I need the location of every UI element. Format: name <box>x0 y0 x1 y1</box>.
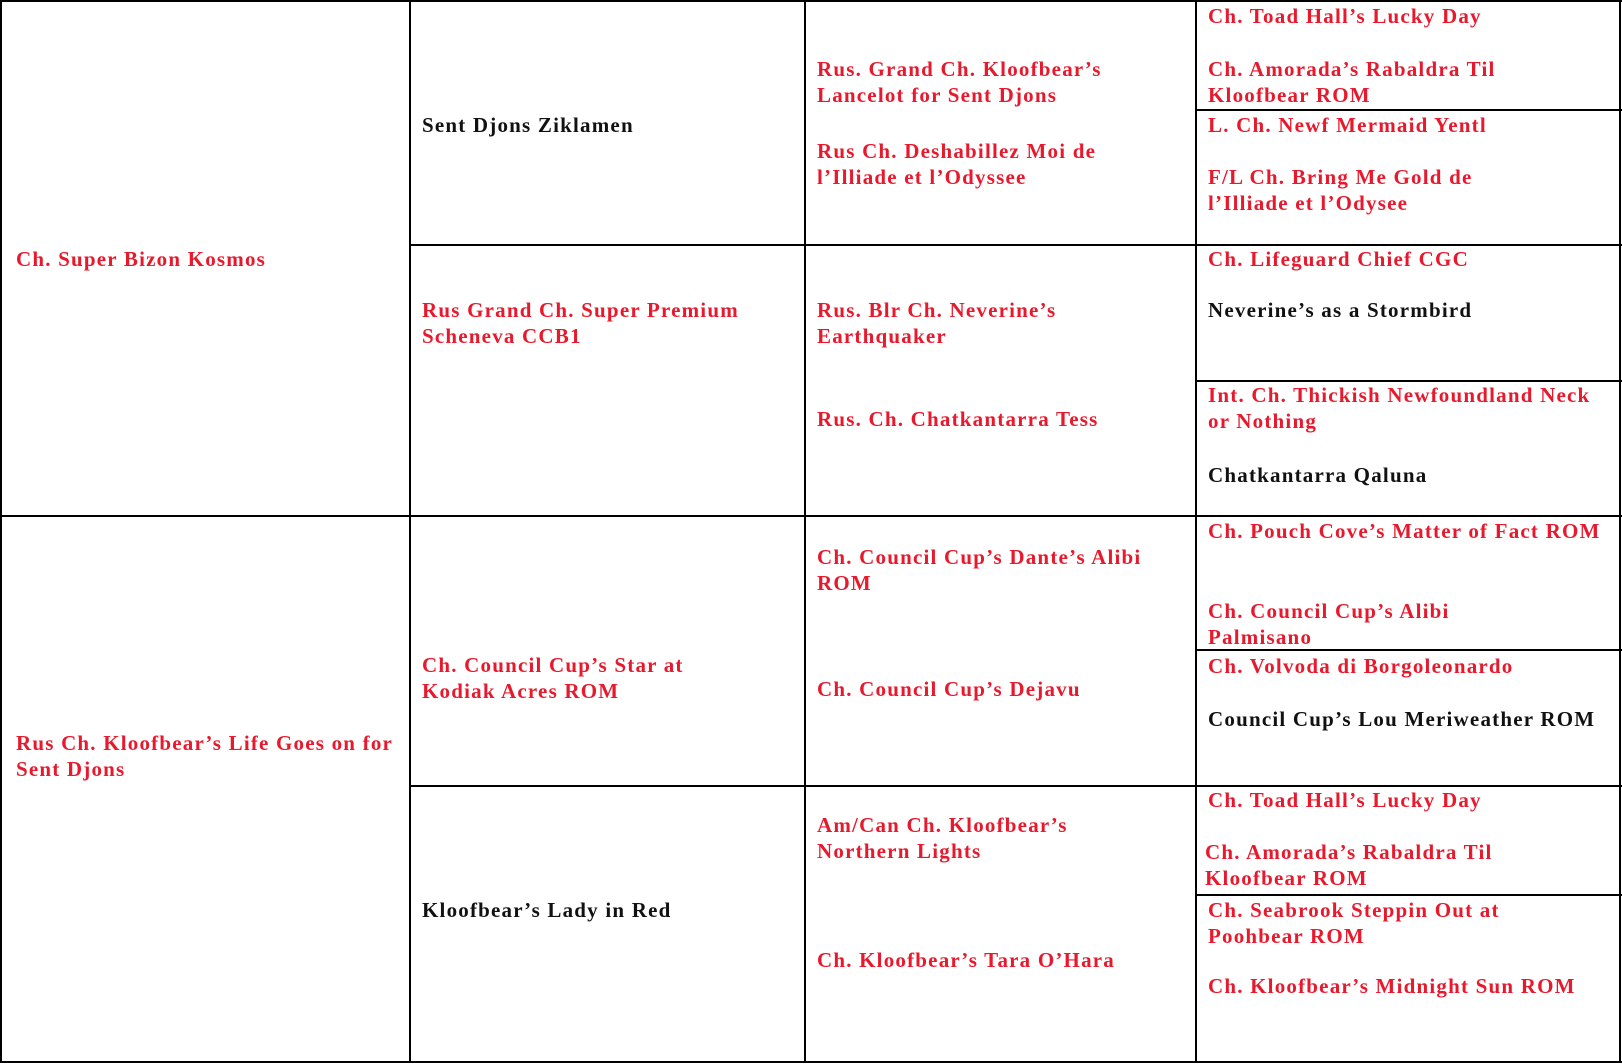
ggp-3-text: Rus. Blr Ch. Neverine’s Earthquaker <box>817 298 1057 348</box>
border-right <box>1619 0 1621 1063</box>
gggp-12-text: Council Cup’s Lou Meriweather ROM <box>1208 707 1596 731</box>
sire-name: Ch. Super Bizon Kosmos <box>16 247 267 271</box>
gggp-8-name: Chatkantarra Qaluna <box>1208 463 1428 487</box>
gggp-7-name <box>1208 382 1598 434</box>
gggp-9-name <box>1208 518 1608 544</box>
gggp-10-text: Ch. Council Cup’s Alibi Palmisano <box>1208 599 1450 649</box>
ggp-5-name <box>817 544 1147 596</box>
ggp-3-name <box>817 297 1107 349</box>
ggp-1-text: Rus. Grand Ch. Kloofbear’s Lancelot for Sent Djons <box>817 57 1102 107</box>
ggp-6-name: Ch. Council Cup’s Dejavu <box>817 677 1081 701</box>
ggp-2-text: Rus Ch. Deshabillez Moi de l’Illiade et l’Odyssee <box>817 139 1097 189</box>
gggp-9-text: Ch. Pouch Cove’s Matter of Fact ROM <box>1208 519 1601 543</box>
gggp-3-name: L. Ch. Newf Mermaid Yentl <box>1208 113 1487 137</box>
gggp-12-name <box>1208 706 1608 732</box>
gggp-4-name <box>1208 164 1538 216</box>
gggp-1-name: Ch. Toad Hall’s Lucky Day <box>1208 4 1482 28</box>
ggp-7-text: Am/Can Ch. Kloofbear’s Northern Lights <box>817 813 1068 863</box>
gggp-16-text: Ch. Kloofbear’s Midnight Sun ROM <box>1208 974 1576 998</box>
maternal-grandsire-text: Ch. Council Cup’s Star at Kodiak Acres ROM <box>422 653 684 703</box>
gggp-5-name: Ch. Lifeguard Chief CGC <box>1208 247 1469 271</box>
gggp-14-text: Ch. Amorada’s Rabaldra Til Kloofbear ROM <box>1205 840 1493 890</box>
paternal-grandsire-name: Sent Djons Ziklamen <box>422 113 634 137</box>
column-divider-1 <box>409 0 411 1063</box>
gggp-13-name: Ch. Toad Hall’s Lucky Day <box>1208 788 1482 812</box>
dam-name <box>16 730 396 782</box>
gggp-11-name: Ch. Volvoda di Borgoleonardo <box>1208 654 1514 678</box>
maternal-grandsire-name <box>422 652 752 704</box>
border-left <box>0 0 2 1063</box>
gggp-15-text: Ch. Seabrook Steppin Out at Poohbear ROM <box>1208 898 1500 948</box>
ggp-1-name <box>817 56 1157 108</box>
border-top <box>0 0 1622 2</box>
paternal-granddam-text: Rus Grand Ch. Super Premium Scheneva CCB1 <box>422 298 739 348</box>
gggp-15-name <box>1208 897 1578 949</box>
ggp-5-text: Ch. Council Cup’s Dante’s Alibi ROM <box>817 545 1142 595</box>
column-divider-3 <box>1195 0 1197 1063</box>
ggp-4-name: Rus. Ch. Chatkantarra Tess <box>817 407 1099 431</box>
gggp-6-name: Neverine’s as a Stormbird <box>1208 298 1473 322</box>
ggp-2-name <box>817 138 1157 190</box>
gggp-2-name <box>1208 56 1578 108</box>
maternal-granddam-name: Kloofbear’s Lady in Red <box>422 898 672 922</box>
paternal-granddam-name <box>422 297 792 349</box>
ggp-8-name: Ch. Kloofbear’s Tara O’Hara <box>817 948 1115 972</box>
dam-name-text: Rus Ch. Kloofbear’s Life Goes on for Sent Djons <box>16 731 393 781</box>
ggp-7-name <box>817 812 1137 864</box>
column-divider-2 <box>804 0 806 1063</box>
border-bottom <box>0 1061 1622 1063</box>
gggp-16-name <box>1208 973 1578 999</box>
row-divider-ggp-1 <box>1195 109 1622 111</box>
row-divider-ggp-7 <box>1195 894 1622 896</box>
gggp-10-name <box>1208 598 1538 650</box>
gggp-7-text: Int. Ch. Thickish Newfoundland Neck or Nothing <box>1208 383 1591 433</box>
gggp-14-name <box>1205 839 1575 891</box>
row-divider-parents <box>0 515 1622 517</box>
gggp-2-text: Ch. Amorada’s Rabaldra Til Kloofbear ROM <box>1208 57 1496 107</box>
gggp-4-text: F/L Ch. Bring Me Gold de l’Illiade et l’Odysee <box>1208 165 1473 215</box>
